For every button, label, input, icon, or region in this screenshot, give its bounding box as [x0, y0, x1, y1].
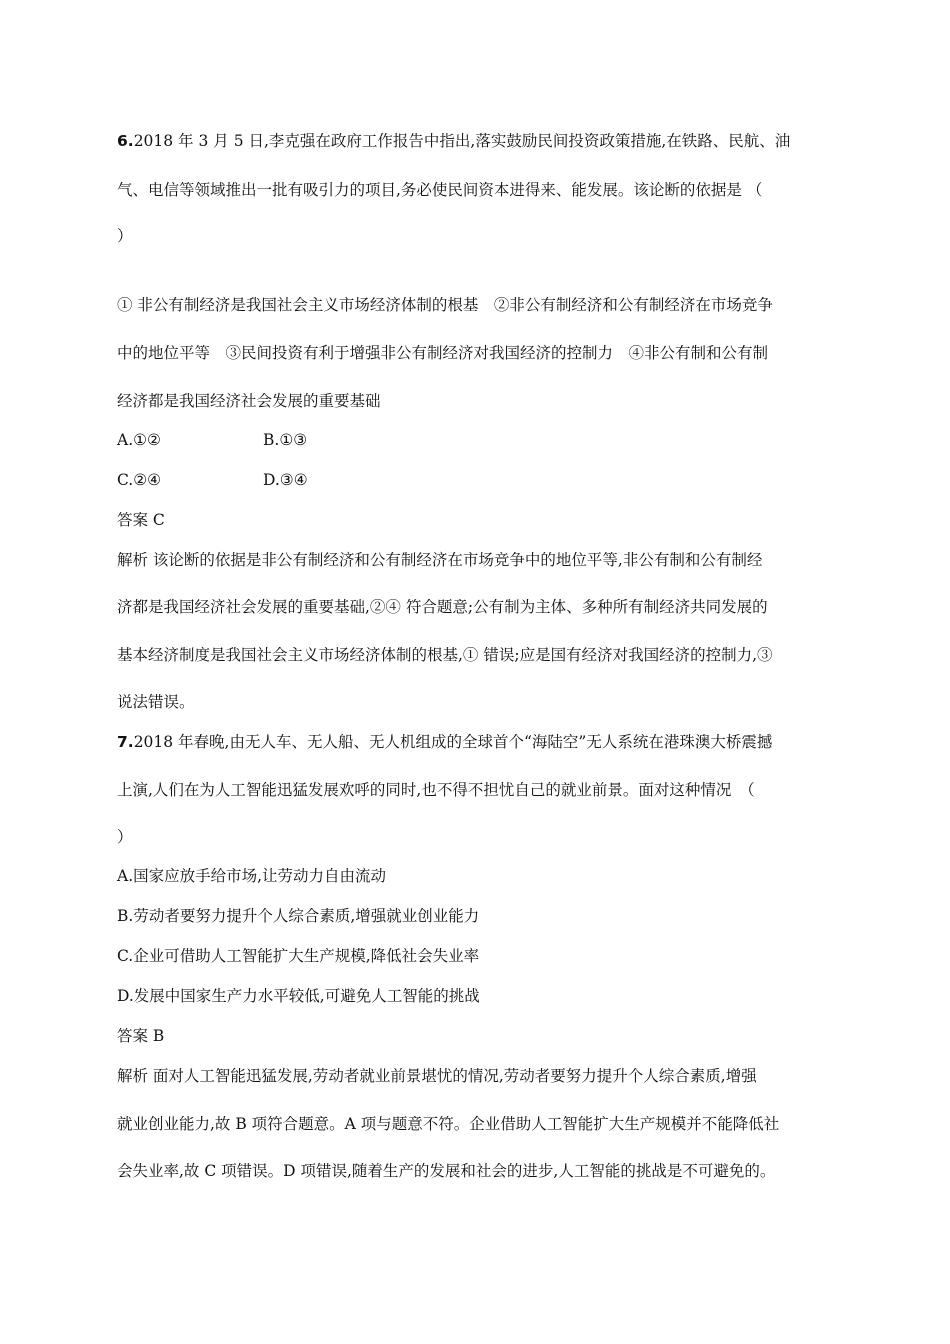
- q6-option-a: A.①②: [117, 431, 161, 449]
- q6-number: 6.: [117, 132, 134, 150]
- q6-option-d: D.③④: [263, 471, 308, 489]
- q6-answer: 答案 C: [117, 511, 165, 529]
- q7-option-d: D.发展中国家生产力水平较低,可避免人工智能的挑战: [117, 987, 480, 1005]
- q6-analysis-line-4: 说法错误。: [117, 693, 195, 711]
- q7-stem-line-1: 7.2018 年春晚,由无人车、无人船、无人机组成的全球首个“海陆空”无人系统在港珠澳大桥震撼: [117, 733, 773, 751]
- q6-option-b: B.①③: [263, 431, 308, 449]
- q7-analysis-line-1: 解析 面对人工智能迅猛发展,劳动者就业前景堪忧的情况,劳动者要努力提升个人综合素质,增强: [117, 1067, 757, 1085]
- q6-statement-line-3: 经济都是我国经济社会发展的重要基础: [117, 392, 381, 410]
- q6-stem-line-1: 6.2018 年 3 月 5 日,李克强在政府工作报告中指出,落实鼓励民间投资政策措施,在铁路、民航、油: [117, 132, 791, 150]
- q6-analysis-line-2: 济都是我国经济社会发展的重要基础,②④ 符合题意;公有制为主体、多种所有制经济共同发展的: [117, 598, 768, 616]
- q7-analysis-line-3: 会失业率,故 C 项错误。D 项错误,随着生产的发展和社会的进步,人工智能的挑战是不可避免的。: [117, 1162, 776, 1180]
- q6-option-c: C.②④: [117, 471, 162, 489]
- q7-answer: 答案 B: [117, 1027, 165, 1045]
- q7-option-b: B.劳动者要努力提升个人综合素质,增强就业创业能力: [117, 907, 480, 925]
- q7-stem-line-3: ）: [117, 828, 133, 846]
- q6-stem-line-2: 气、电信等领域推出一批有吸引力的项目,务必使民间资本进得来、能发展。该论断的依据是 （: [117, 181, 763, 199]
- q6-analysis-line-3: 基本经济制度是我国社会主义市场经济体制的根基,① 错误;应是国有经济对我国经济的控制力,③: [117, 646, 773, 664]
- q6-analysis-line-1: 解析 该论断的依据是非公有制经济和公有制经济在市场竞争中的地位平等,非公有制和公有制经: [117, 551, 763, 569]
- q7-stem-line-2: 上演,人们在为人工智能迅猛发展欢呼的同时,也不得不担忧自己的就业前景。面对这种情况 （: [117, 781, 755, 799]
- q7-option-c: C.企业可借助人工智能扩大生产规模,降低社会失业率: [117, 947, 480, 965]
- q7-analysis-line-2: 就业创业能力,故 B 项符合题意。A 项与题意不符。企业借助人工智能扩大生产规模并不能降低社: [117, 1115, 780, 1133]
- q7-option-a: A.国家应放手给市场,让劳动力自由流动: [117, 867, 387, 885]
- q7-number: 7.: [117, 733, 134, 751]
- q6-statement-line-2: 中的地位平等 ③民间投资有利于增强非公有制经济对我国经济的控制力 ④非公有制和公有制: [117, 344, 769, 362]
- q6-stem-line-3: ）: [117, 227, 133, 245]
- q6-statement-line-1: ① 非公有制经济是我国社会主义市场经济体制的根基 ②非公有制经济和公有制经济在市场竞争: [117, 296, 773, 314]
